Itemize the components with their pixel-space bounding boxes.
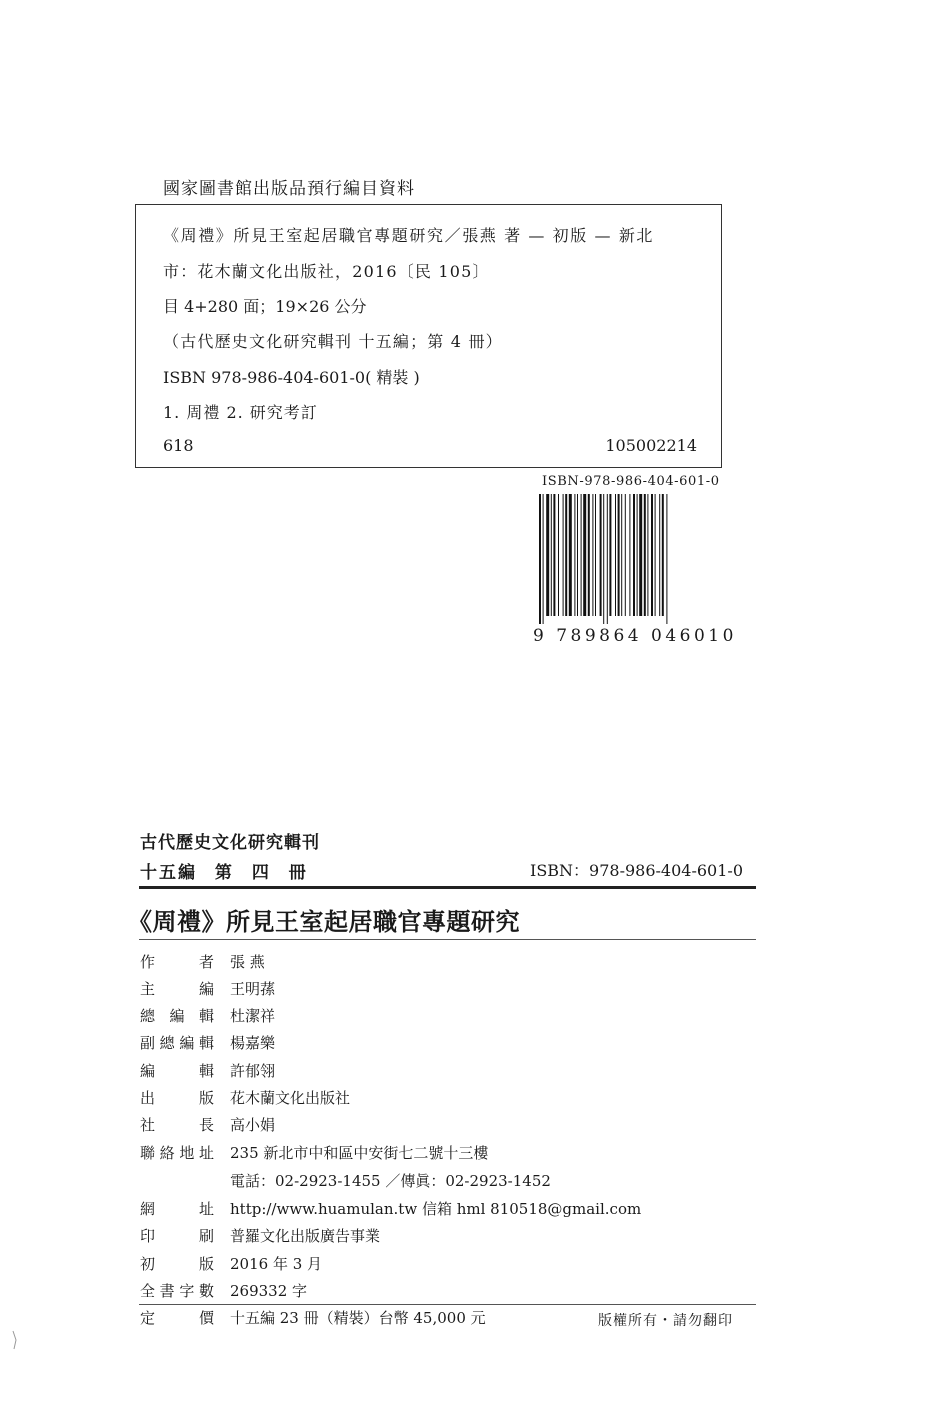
cip-line-subjects: 1. 周禮 2. 研究考訂 (163, 403, 318, 422)
barcode-bar (644, 494, 646, 616)
credit-value: 普羅文化出版廣告事業 (230, 1227, 381, 1245)
barcode-bar (615, 494, 616, 616)
credit-value: 電話：02-2923-1455 ／傳眞：02-2923-1452 (230, 1172, 551, 1190)
credit-value: 杜潔祥 (230, 1007, 276, 1025)
credit-label: 作者 (140, 953, 214, 971)
barcode-bar (600, 494, 602, 616)
barcode-bar (618, 494, 620, 616)
credit-value: 2016 年 3 月 (230, 1255, 323, 1273)
isbn-text: ISBN：978-986-404-601-0 (530, 861, 744, 880)
credit-value: 許郁翎 (230, 1062, 276, 1080)
barcode-bar (655, 494, 656, 616)
barcode-bar (609, 494, 611, 616)
credit-label: 網址 (140, 1200, 214, 1218)
barcode-bar (592, 494, 593, 616)
series-volume: 十五編 第 四 冊 (140, 863, 308, 883)
cip-line-title: 《周禮》所見王室起居職官專題研究／張燕 著 — 初版 — 新北 (163, 226, 655, 245)
barcode-bar (565, 494, 567, 616)
cip-heading: 國家圖書館出版品預行編目資料 (163, 179, 415, 199)
barcode-bar (581, 494, 582, 616)
cip-record-number: 105002214 (605, 436, 697, 455)
barcode-bar (551, 494, 552, 616)
credit-label: 定價 (140, 1309, 214, 1327)
barcode-bar (647, 494, 648, 616)
series-title: 古代歷史文化研究輯刊 (140, 833, 320, 853)
barcode-bar (546, 494, 549, 616)
barcode-bar (621, 494, 622, 616)
credit-value: 十五編 23 冊（精裝）台幣 45,000 元 (230, 1309, 486, 1327)
cip-line-classification: 618 (163, 436, 194, 455)
divider-bottom (139, 1304, 756, 1305)
credit-value: http://www.huamulan.tw 信箱 hml 810518@gmail.com (230, 1200, 642, 1218)
barcode-bar (625, 494, 626, 616)
credit-label: 總編輯 (140, 1007, 214, 1025)
credit-label: 聯絡地址 (140, 1144, 214, 1162)
barcode-bar (583, 494, 586, 616)
credit-label: 社長 (140, 1116, 214, 1134)
credit-value: 楊嘉樂 (230, 1034, 276, 1052)
barcode-bar (637, 494, 638, 616)
barcode-isbn-label: ISBN-978-986-404-601-0 (542, 474, 720, 489)
barcode-bar (569, 494, 572, 616)
barcode-bar (603, 494, 604, 624)
cip-line-publisher: 市：花木蘭文化出版社，2016〔民 105〕 (163, 262, 490, 281)
credit-label: 印刷 (140, 1227, 214, 1245)
barcode-bar (543, 494, 544, 624)
barcode-bar (629, 494, 630, 616)
barcode-bar (666, 494, 667, 624)
credit-value: 張 燕 (230, 953, 265, 971)
copyright-notice: 版權所有・請勿翻印 (598, 1313, 733, 1329)
barcode-bar (553, 494, 555, 616)
credit-value: 235 新北市中和區中安街七二號十三樓 (230, 1144, 489, 1162)
barcode-digits: 9 789864 046010 (533, 626, 737, 646)
credit-label: 編輯 (140, 1062, 214, 1080)
barcode-bar (659, 494, 660, 616)
credit-value: 269332 字 (230, 1282, 308, 1300)
scan-mark-icon (12, 1330, 18, 1350)
credit-label: 全書字數 (140, 1282, 214, 1300)
credit-value: 花木蘭文化出版社 (230, 1089, 351, 1107)
barcode-bar (563, 494, 564, 616)
divider-thin (139, 939, 756, 940)
divider-thick (139, 886, 756, 889)
credit-label: 副總編輯 (140, 1034, 214, 1052)
cip-record-box (135, 204, 722, 468)
credit-label: 初版 (140, 1255, 214, 1273)
book-title: 《周禮》所見王室起居職官專題研究 (128, 907, 520, 936)
credit-value: 王明蓀 (230, 980, 276, 998)
barcode-bar (607, 494, 608, 624)
credit-value: 高小娟 (230, 1116, 276, 1134)
barcode-bar (577, 494, 578, 616)
barcode-bar (588, 494, 590, 616)
cip-line-pages: 目 4+280 面；19×26 公分 (163, 297, 367, 316)
barcode-bar (662, 494, 664, 616)
cip-line-series: （古代歷史文化研究輯刊 十五編；第 4 冊） (163, 332, 503, 351)
barcode-bar (539, 494, 541, 624)
barcode-bar (633, 494, 635, 616)
barcode-bar (639, 494, 642, 616)
cip-line-isbn: ISBN 978-986-404-601-0( 精裝 ) (163, 368, 420, 387)
isbn-barcode (536, 492, 726, 626)
credit-label: 出版 (140, 1089, 214, 1107)
barcode-bar (595, 494, 596, 616)
barcode-bar (574, 494, 575, 616)
barcode-bar (651, 494, 653, 616)
barcode-bar (558, 494, 559, 616)
credit-label: 主編 (140, 980, 214, 998)
